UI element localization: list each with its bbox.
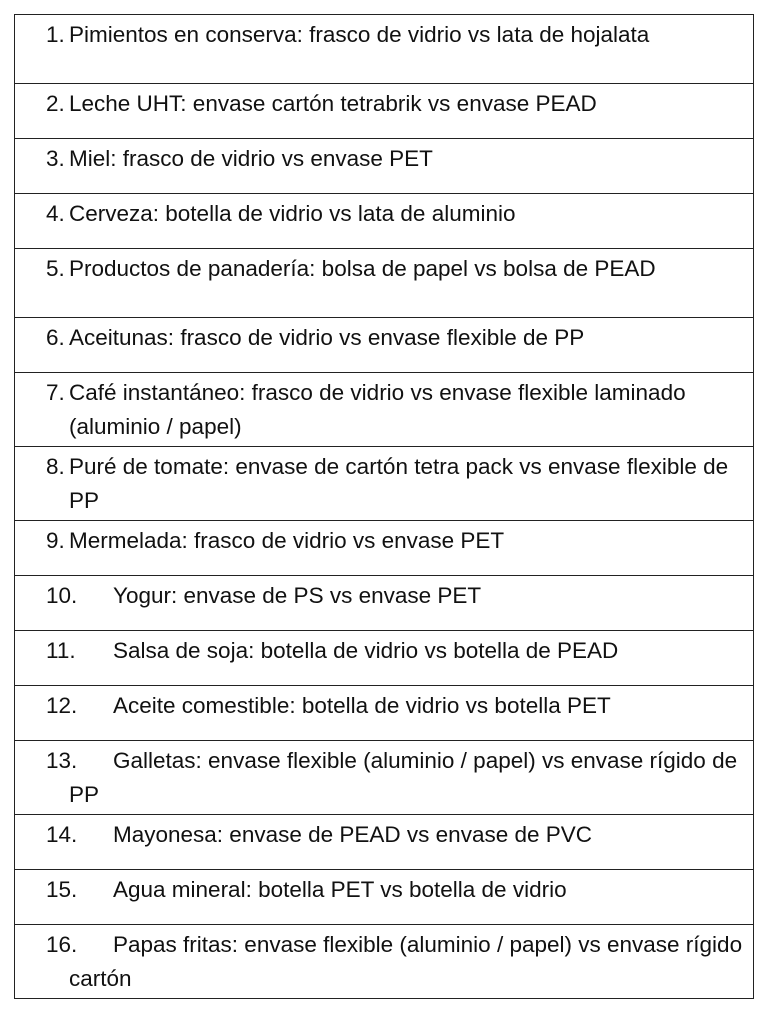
table-row xyxy=(15,447,754,521)
table-cell xyxy=(15,870,754,925)
item-text: Miel: frasco de vidrio vs envase PET xyxy=(69,146,433,171)
item-text: Aceitunas: frasco de vidrio vs envase flexible de PP xyxy=(69,325,585,350)
item-number: 3. xyxy=(46,146,65,171)
table-cell xyxy=(15,521,754,576)
item-text: Agua mineral: botella PET vs botella de vidrio xyxy=(113,877,567,902)
item-number: 13. xyxy=(46,748,78,773)
table-cell xyxy=(15,15,754,84)
item-number: 10. xyxy=(46,583,78,608)
item-number: 12. xyxy=(46,693,78,718)
item-number: 2. xyxy=(46,91,65,116)
item-text: Café instantáneo: frasco de vidrio vs envase flexible laminado (aluminio / papel) xyxy=(69,380,686,439)
item-text: Puré de tomate: envase de cartón tetra pack vs envase flexible de PP xyxy=(69,454,729,513)
table-row xyxy=(15,925,754,999)
table-cell xyxy=(15,741,754,815)
table-cell xyxy=(15,249,754,318)
table-cell xyxy=(15,631,754,686)
item-text: Mayonesa: envase de PEAD vs envase de PVC xyxy=(113,822,593,847)
table-cell xyxy=(15,925,754,999)
item-text: Productos de panadería: bolsa de papel vs bolsa de PEAD xyxy=(69,256,656,281)
item-number: 14. xyxy=(46,822,78,847)
table-row xyxy=(15,741,754,815)
item-text: Galletas: envase flexible (aluminio / papel) vs envase rígido de PP xyxy=(69,748,738,807)
item-number: 7. xyxy=(46,380,65,405)
table-row xyxy=(15,84,754,139)
table-cell xyxy=(15,318,754,373)
table-row xyxy=(15,815,754,870)
table-cell xyxy=(15,576,754,631)
table-row xyxy=(15,870,754,925)
item-number: 1. xyxy=(46,22,65,47)
item-number: 8. xyxy=(46,454,65,479)
table-cell xyxy=(15,194,754,249)
table-row xyxy=(15,139,754,194)
item-text: Papas fritas: envase flexible (aluminio / papel) vs envase rígido cartón xyxy=(69,932,743,991)
item-number: 11. xyxy=(46,638,76,663)
item-text: Mermelada: frasco de vidrio vs envase PET xyxy=(69,528,505,553)
table-cell xyxy=(15,373,754,447)
table-row xyxy=(15,249,754,318)
table-cell xyxy=(15,84,754,139)
item-number: 15. xyxy=(46,877,78,902)
item-number: 4. xyxy=(46,201,65,226)
table-row xyxy=(15,373,754,447)
item-text: Aceite comestible: botella de vidrio vs botella PET xyxy=(113,693,611,718)
table-cell xyxy=(15,139,754,194)
item-number: 9. xyxy=(46,528,65,553)
table-row xyxy=(15,194,754,249)
item-text: Cerveza: botella de vidrio vs lata de aluminio xyxy=(69,201,516,226)
table-row xyxy=(15,631,754,686)
table-row xyxy=(15,521,754,576)
item-number: 6. xyxy=(46,325,65,350)
comparison-table xyxy=(14,14,754,999)
table-row xyxy=(15,15,754,84)
table-cell xyxy=(15,447,754,521)
table-cell xyxy=(15,815,754,870)
item-number: 16. xyxy=(46,932,78,957)
table-row xyxy=(15,576,754,631)
item-text: Pimientos en conserva: frasco de vidrio vs lata de hojalata xyxy=(69,22,650,47)
item-number: 5. xyxy=(46,256,65,281)
item-text: Salsa de soja: botella de vidrio vs botella de PEAD xyxy=(113,638,619,663)
item-text: Leche UHT: envase cartón tetrabrik vs envase PEAD xyxy=(69,91,597,116)
table-cell xyxy=(15,686,754,741)
table-row xyxy=(15,318,754,373)
table-row xyxy=(15,686,754,741)
item-text: Yogur: envase de PS vs envase PET xyxy=(113,583,482,608)
